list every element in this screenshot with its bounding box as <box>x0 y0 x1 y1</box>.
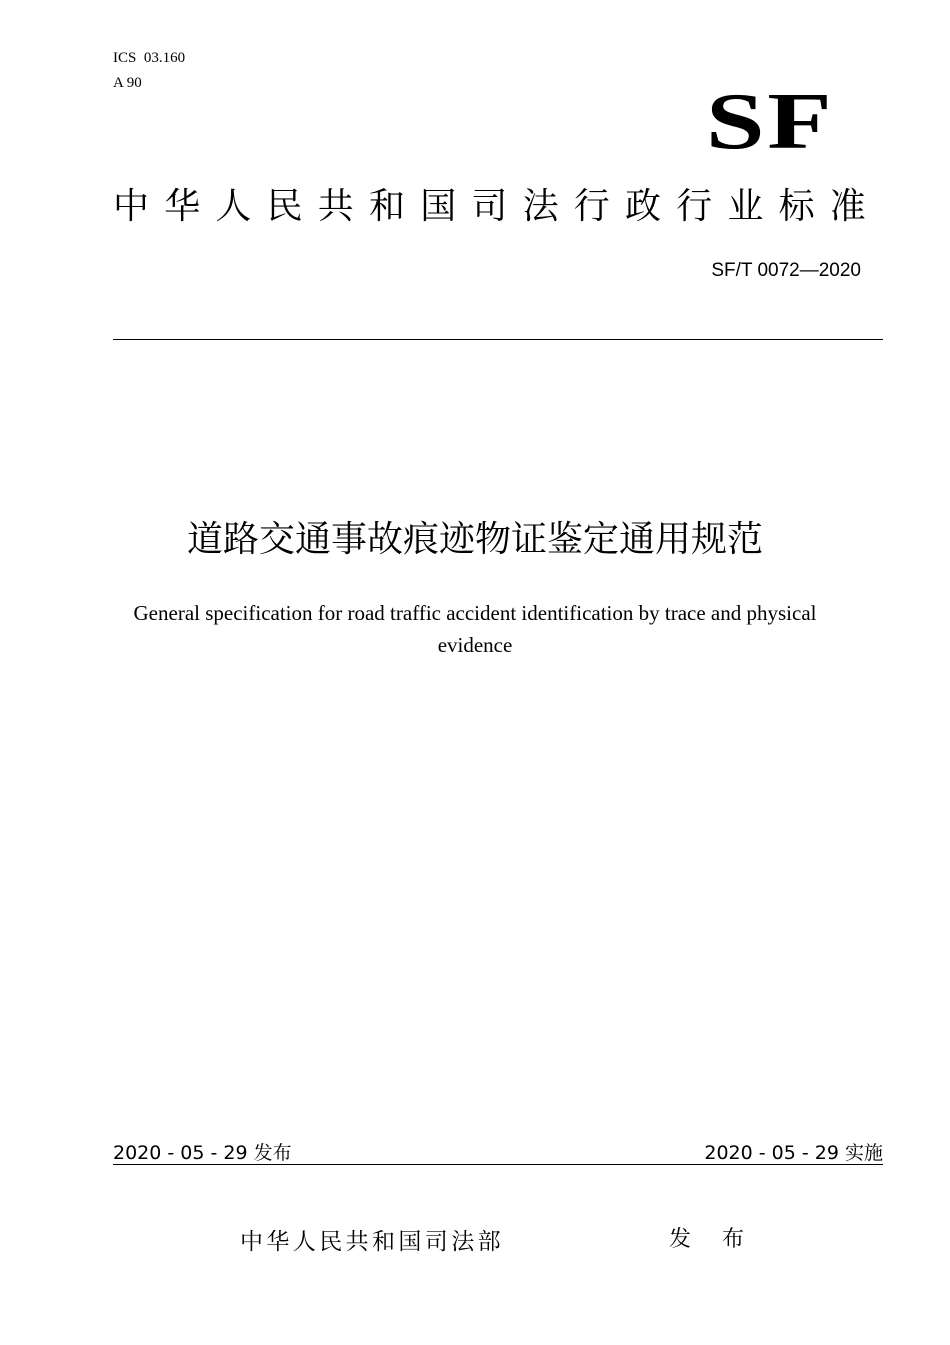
industry-standard-title: 中华人民共和国司法行政行业标准 <box>113 186 882 227</box>
publisher-name: 中华人民共和国司法部 <box>240 1229 504 1255</box>
document-title-english: General specification for road traffic accident identification by trace and physical evidence <box>133 601 817 657</box>
issue-date: 2020 - 05 - 29 发布 <box>113 1142 292 1164</box>
implementation-date: 2020 - 05 - 29 实施 <box>704 1142 883 1164</box>
sf-logo: SF <box>705 78 834 166</box>
header-divider <box>113 339 883 340</box>
classification-code: A 90 <box>113 75 142 91</box>
ics-code: ICS 03.160 <box>113 50 186 66</box>
footer-divider <box>113 1164 883 1165</box>
publish-label: 发 布 <box>669 1227 756 1252</box>
standard-number: SF/T 0072—2020 <box>711 260 861 281</box>
document-title-chinese: 道路交通事故痕迹物证鉴定通用规范 <box>186 519 763 560</box>
